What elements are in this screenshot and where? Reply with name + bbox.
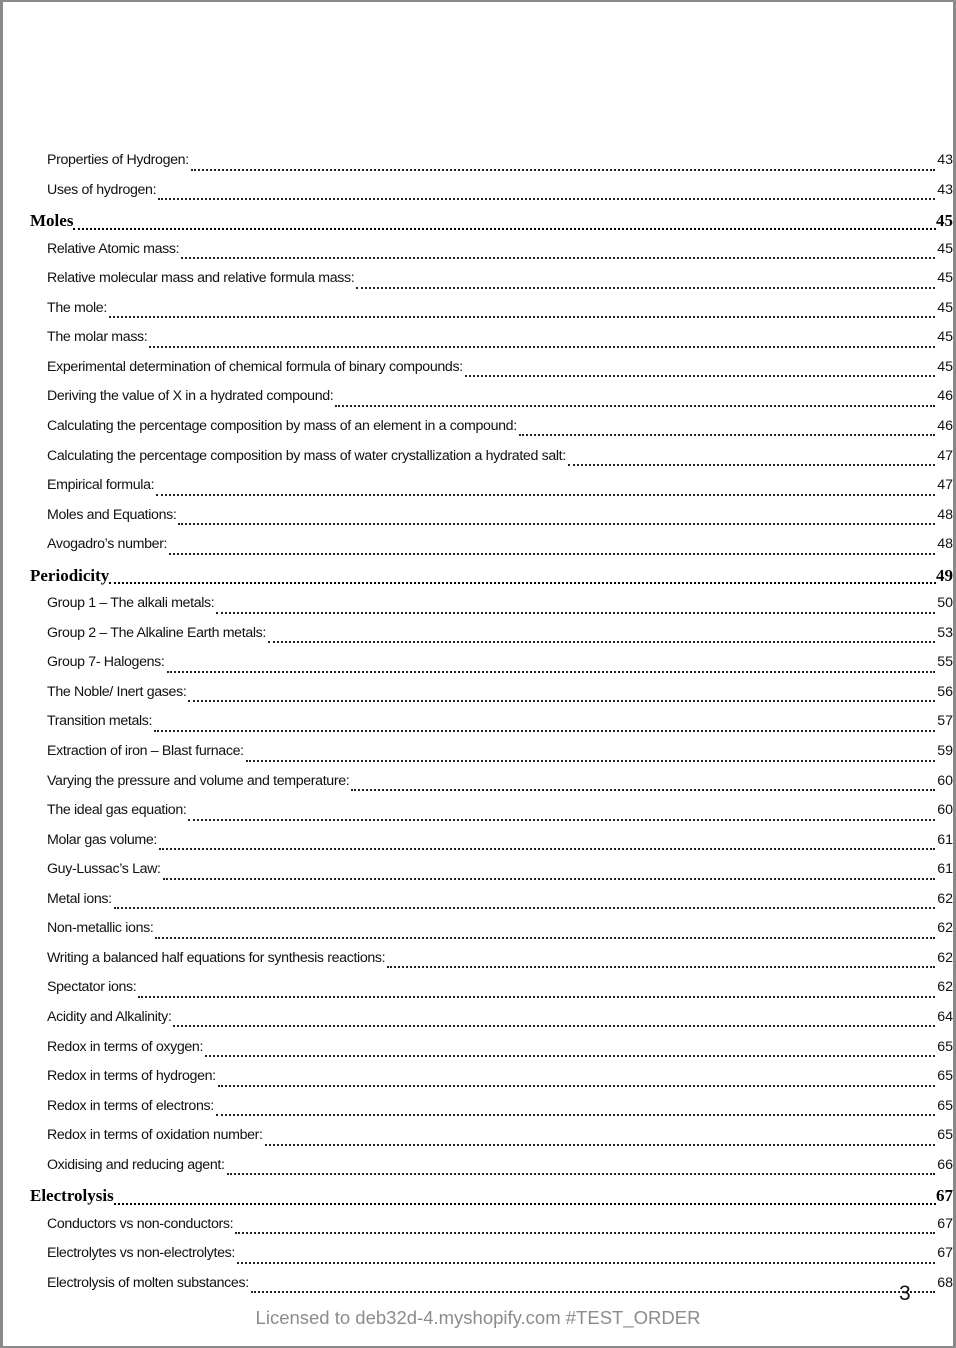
dot-leader — [237, 1261, 935, 1264]
toc-entry-page-number: 67 — [937, 1245, 953, 1262]
dot-leader — [268, 640, 935, 643]
toc-entry-title: Group 7- Halogens: — [47, 654, 165, 671]
dot-leader — [138, 995, 935, 998]
toc-entry[interactable] — [47, 979, 953, 1009]
dot-leader — [568, 463, 935, 466]
dot-leader — [265, 1143, 936, 1146]
dot-leader — [155, 936, 935, 939]
dot-leader — [73, 227, 936, 230]
dot-leader — [188, 699, 935, 702]
toc-entry-page-number: 68 — [937, 1274, 953, 1291]
toc-entry[interactable] — [47, 448, 953, 478]
toc-entry-title: Uses of hydrogen: — [47, 181, 157, 198]
toc-entry-page-number: 62 — [937, 949, 953, 966]
toc-entry[interactable] — [47, 1009, 953, 1039]
toc-entry[interactable] — [47, 1127, 953, 1157]
toc-entry-page-number: 48 — [937, 506, 953, 523]
dot-leader — [387, 965, 935, 968]
toc-entry-page-number: 66 — [937, 1156, 953, 1173]
toc-entry-page-number: 48 — [937, 536, 953, 553]
toc-entry-page-number: 60 — [937, 802, 953, 819]
toc-entry-title: Properties of Hydrogen: — [47, 152, 189, 168]
toc-entry-page-number: 65 — [937, 1068, 953, 1085]
toc-entry[interactable] — [47, 861, 953, 891]
toc-section-heading[interactable] — [30, 1186, 953, 1216]
toc-entry-title: Varying the pressure and volume and temperature: — [47, 772, 350, 789]
toc-entry[interactable] — [47, 241, 953, 271]
dot-leader — [465, 374, 935, 377]
toc-entry-title: Molar gas volume: — [47, 831, 157, 848]
dot-leader — [356, 286, 935, 289]
dot-leader — [216, 611, 935, 614]
toc-entry-page-number: 46 — [937, 388, 953, 405]
toc-entry-title: Deriving the value of X in a hydrated compound: — [47, 388, 334, 405]
toc-entry-title: Empirical formula: — [47, 477, 155, 494]
dot-leader — [335, 404, 935, 407]
toc-entry-page-number: 61 — [937, 861, 953, 878]
toc-entry[interactable] — [47, 329, 953, 359]
toc-entry[interactable] — [47, 891, 953, 921]
toc-entry-page-number: 64 — [937, 1008, 953, 1025]
toc-entry-title: Calculating the percentage composition by mass of an element in a compound: — [47, 417, 517, 434]
dot-leader — [235, 1231, 935, 1234]
toc-entry-page-number: 65 — [937, 1127, 953, 1144]
toc-entry-title: Conductors vs non-conductors: — [47, 1215, 234, 1232]
toc-entry-title: Non-metallic ions: — [47, 920, 154, 937]
toc-entry-title: Spectator ions: — [47, 979, 137, 996]
dot-leader — [191, 168, 935, 171]
dot-leader — [246, 759, 935, 762]
toc-entry-title: Redox in terms of electrons: — [47, 1097, 214, 1114]
toc-entry[interactable] — [47, 507, 953, 537]
dot-leader — [159, 847, 935, 850]
dot-leader — [251, 1290, 935, 1293]
toc-entry[interactable] — [47, 1098, 953, 1128]
toc-entry[interactable] — [47, 773, 953, 803]
document-page — [3, 2, 953, 1346]
dot-leader — [149, 345, 935, 348]
toc-entry-title: Periodicity — [30, 565, 110, 585]
toc-entry-page-number: 46 — [937, 417, 953, 434]
dot-leader — [158, 197, 935, 200]
dot-leader — [109, 315, 935, 318]
toc-entry-page-number: 56 — [937, 683, 953, 700]
toc-entry-page-number: 47 — [937, 447, 953, 464]
dot-leader — [181, 256, 935, 259]
toc-entry-page-number: 45 — [937, 270, 953, 287]
toc-entry[interactable] — [47, 359, 953, 389]
toc-entry-page-number: 55 — [937, 654, 953, 671]
toc-entry-title: Redox in terms of oxygen: — [47, 1038, 204, 1055]
toc-entry-title: The Noble/ Inert gases: — [47, 683, 187, 700]
toc-entry-title: Avogadro’s number: — [47, 536, 168, 553]
toc-entry-title: Metal ions: — [47, 890, 112, 907]
toc-entry-title: Writing a balanced half equations for synthesis reactions: — [47, 949, 386, 966]
toc-entry-page-number: 45 — [937, 329, 953, 346]
toc-entry-title: Electrolytes vs non-electrolytes: — [47, 1245, 235, 1262]
toc-entry-title: Relative molecular mass and relative formula mass: — [47, 270, 355, 287]
toc-entry-title: Transition metals: — [47, 713, 153, 730]
toc-entry-title: Acidity and Alkalinity: — [47, 1008, 172, 1025]
toc-entry[interactable] — [47, 1157, 953, 1187]
toc-entry-title: Electrolysis — [30, 1186, 114, 1206]
dot-leader — [218, 1084, 935, 1087]
toc-entry-page-number: 45 — [937, 240, 953, 257]
toc-entry-title: The ideal gas equation: — [47, 802, 187, 819]
toc-entry-page-number: 57 — [937, 713, 953, 730]
toc-entry[interactable] — [47, 832, 953, 862]
toc-entry[interactable] — [47, 418, 953, 448]
toc-entry-page-number: 43 — [937, 181, 953, 198]
toc-entry[interactable] — [47, 713, 953, 743]
toc-entry-title: Redox in terms of oxidation number: — [47, 1127, 263, 1144]
toc-entry-title: Guy-Lussac’s Law: — [47, 861, 161, 878]
toc-entry[interactable] — [47, 388, 953, 418]
toc-entry-page-number: 45 — [937, 358, 953, 375]
toc-entry-page-number: 67 — [936, 1186, 953, 1206]
toc-entry[interactable] — [47, 1068, 953, 1098]
dot-leader — [188, 818, 935, 821]
toc-entry-page-number: 60 — [937, 772, 953, 789]
toc-entry[interactable] — [47, 152, 953, 182]
dot-leader — [178, 522, 935, 525]
toc-entry-page-number: 45 — [937, 299, 953, 316]
toc-entry-page-number: 65 — [937, 1038, 953, 1055]
toc-entry-page-number: 62 — [937, 920, 953, 937]
toc-entry-title: Group 2 – The Alkaline Earth metals: — [47, 624, 266, 641]
toc-entry-title: Extraction of iron – Blast furnace: — [47, 743, 244, 759]
toc-entry-page-number: 45 — [936, 211, 953, 231]
toc-entry-page-number: 61 — [937, 831, 953, 848]
toc-entry-title: Oxidising and reducing agent: — [47, 1156, 225, 1173]
toc-entry-title: Experimental determination of chemical formula of binary compounds: — [47, 358, 463, 375]
toc-entry-title: Group 1 – The alkali metals: — [47, 595, 215, 612]
dot-leader — [351, 788, 935, 791]
toc-entry[interactable] — [47, 300, 953, 330]
dot-leader — [154, 729, 935, 732]
toc-entry[interactable] — [47, 536, 953, 566]
toc-section-heading[interactable] — [30, 566, 953, 596]
toc-entry[interactable] — [47, 1039, 953, 1069]
toc-entry-page-number: 43 — [937, 152, 953, 168]
toc-entry-page-number: 62 — [937, 979, 953, 996]
toc-entry[interactable] — [47, 950, 953, 980]
toc-entry[interactable] — [47, 654, 953, 684]
license-watermark: Licensed to deb32d-4.myshopify.com #TEST_ORDER — [255, 1307, 701, 1328]
toc-entry-page-number: 53 — [937, 624, 953, 641]
dot-leader — [173, 1024, 935, 1027]
toc-entry[interactable] — [47, 1275, 953, 1305]
page-number: 3 — [899, 1282, 911, 1305]
dot-leader — [114, 906, 935, 909]
toc-entry-page-number: 47 — [937, 477, 953, 494]
toc-entry-title: Moles and Equations: — [47, 506, 177, 523]
toc-entry-title: The molar mass: — [47, 329, 148, 346]
toc-entry[interactable] — [47, 595, 953, 625]
toc-entry[interactable] — [47, 625, 953, 655]
dot-leader — [216, 1113, 935, 1116]
dot-leader — [227, 1172, 936, 1175]
toc-entry-title: Moles — [30, 211, 74, 231]
dot-leader — [109, 581, 936, 584]
dot-leader — [205, 1054, 935, 1057]
dot-leader — [167, 670, 936, 673]
toc-entry-title: Calculating the percentage composition by mass of water crystallization a hydrated salt: — [47, 447, 566, 464]
toc-entry[interactable] — [47, 1245, 953, 1275]
dot-leader — [169, 552, 935, 555]
toc-entry-title: Relative Atomic mass: — [47, 240, 180, 257]
toc-entry-page-number: 65 — [937, 1097, 953, 1114]
toc-entry[interactable] — [47, 477, 953, 507]
toc-entry[interactable] — [47, 270, 953, 300]
dot-leader — [163, 877, 936, 880]
toc-entry[interactable] — [47, 684, 953, 714]
toc-entry-page-number: 62 — [937, 890, 953, 907]
dot-leader — [114, 1202, 936, 1205]
toc-entry-title: The mole: — [47, 299, 107, 316]
toc-entry[interactable] — [47, 802, 953, 832]
dot-leader — [156, 493, 935, 496]
toc-entry-page-number: 59 — [937, 743, 953, 759]
toc-section-heading[interactable] — [30, 211, 953, 241]
toc-entry-page-number: 50 — [937, 595, 953, 612]
dot-leader — [519, 433, 935, 436]
toc-entry-title: Electrolysis of molten substances: — [47, 1274, 249, 1291]
toc-entry[interactable] — [47, 743, 953, 773]
toc-entry[interactable] — [47, 1216, 953, 1246]
toc-entry[interactable] — [47, 920, 953, 950]
toc-entry-page-number: 67 — [937, 1215, 953, 1232]
toc-entry-title: Redox in terms of hydrogen: — [47, 1068, 216, 1085]
toc-entry[interactable] — [47, 182, 953, 212]
toc-entry-page-number: 49 — [936, 565, 953, 585]
